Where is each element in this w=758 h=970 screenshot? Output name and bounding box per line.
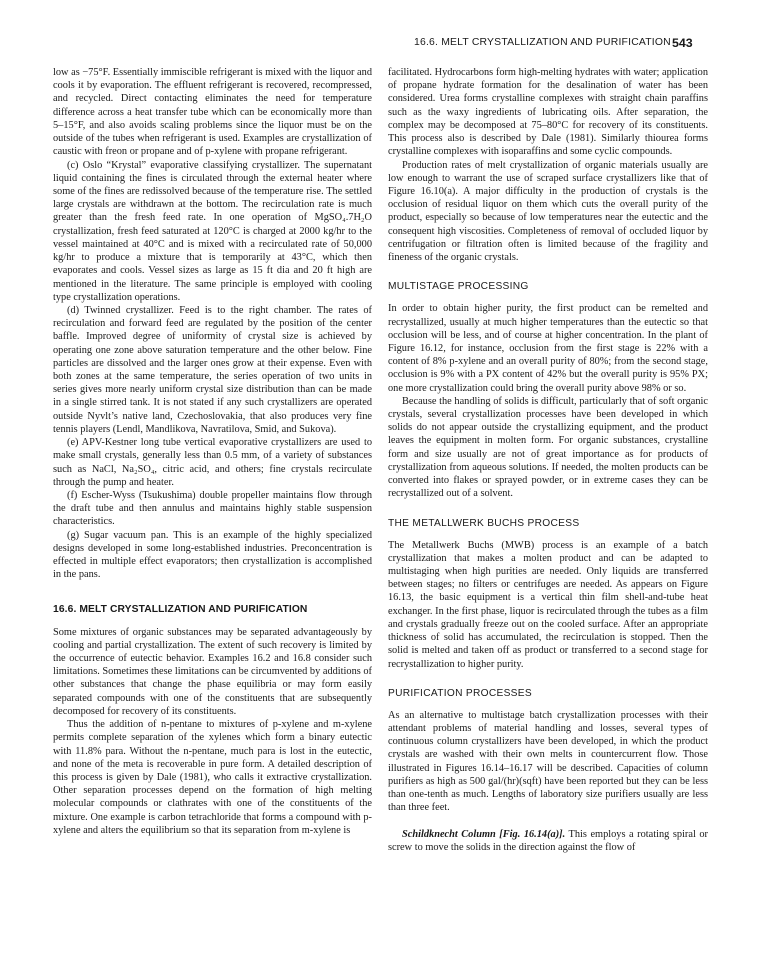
- paragraph: Because the handling of solids is difficult, particularly that of soft organic crystals, several crystallization processes have been developed in which solids do not appear outside the crystallizing equipment, and the product leaves the equipment in molten form. For organic substances, crystalline form and size usually are not of great importance as for products of crystallization from aqueous solutions. If needed, the molten products can be converted into flakes or sprayed powder, or in extreme cases they can be recrystallized out of a solvent.: [388, 395, 708, 500]
- paragraph: The Metallwerk Buchs (MWB) process is an example of a batch crystallization that makes a molten product and can be adapted to multistaging when high purities are needed. Only liquids are transferred between stages; no filters or centrifuges are needed. As appears on Figure 16.13, the basic equipment is a vertical thin film shell-and-tube heat exchanger. In the first phase, liquor is recirculated through the tubes as a film and crystals gradually freeze out on the cooled surface. After an appropriate thickness of solid has accumulated, the recirculation is stopped. Then the solid is melted and taken off as product or transferred to a second stage for recrystallization to higher purity.: [388, 539, 708, 670]
- subsection-heading: MULTISTAGE PROCESSING: [388, 281, 529, 293]
- paragraph: (g) Sugar vacuum pan. This is an example of the highly specialized designs developed in some long-established industries. Preconcentration is effected in multiple effect evaporators; then crystallization is accomplished in the pans.: [53, 529, 372, 581]
- left-column: [53, 66, 372, 837]
- paragraph-text: This employs a rotating spiral or screw to move the solids in the direction against the flow of: [388, 828, 708, 853]
- subsection-heading: PURIFICATION PROCESSES: [388, 687, 532, 699]
- paragraph: low as −75°F. Essentially immiscible refrigerant is mixed with the liquor and cools it by evaporation. The effluent refrigerant is recovered, recompressed, and recycled. Direct contacting eliminates the need for temperature difference across a heat transfer tube which can be economically more than 5–15°F, and also avoids scaling problems since the liquor must be on the outside of the tubes when refrigerant is used. Examples are crystallization of caustic with freon or propane and of p-xylene with propane refrigerant.: [53, 67, 372, 158]
- right-column: [388, 66, 708, 854]
- running-title: 16.6. MELT CRYSTALLIZATION AND PURIFICATION: [414, 37, 671, 48]
- paragraph: (e) APV-Kestner long tube vertical evaporative crystallizers are used to make small crystals, generally less than 0.5 mm, of a variety of substances such as NaCl, Na₂SO₄, citric acid, and others; fine crystals recirculate through the pump and heater.: [53, 437, 372, 488]
- section-heading: 16.6. MELT CRYSTALLIZATION AND PURIFICATION: [53, 603, 308, 615]
- paragraph: Thus the addition of n-pentane to mixtures of p-xylene and m-xylene permits complete separation of the xylenes which form a binary eutectic with 11.8% para. Without the n-pentane, much para is lost in the eutectic, and none of the meta is recoverable in pure form. A detailed description of this process is given by Dale (1981), who calls it extractive crystallization. Other separation processes depend on the formation of high melting molecular compounds or clathrates with one of the constituents of the mixture. One example is carbon tetrachloride that forms a compound with p-xylene and alters the equilibrium so that its separation from m-xylene is: [53, 719, 372, 836]
- paragraph: Some mixtures of organic substances may be separated advantageously by cooling and partial crystallization. The extent of such recovery is limited by the occurrence of eutectic behavior. Examples 16.2 and 16.8 consider such limitations. Sometimes these limitations can be circumvented by additions of other substances that change the phase equilibria or may form easily separated compounds with one of the constituents that are subsequently decomposed for recovery of its constituents.: [53, 626, 372, 717]
- paragraph: (c) Oslo “Krystal” evaporative classifying crystallizer. The supernatant liquid containing the fines is circulated through the external heater where some of the fines are redissolved because of the temperature rise. The settled large crystals are withdrawn at the bottom. The recirculation rate is much greater than the fresh feed rate. In one operation of MgSO₄.7H₂O crystallization, fresh feed saturated at 120°C is charged at 2000 kg/hr to the vessel maintained at 40°C and is mixed with a recirculated rate of 50,000 kg/hr to produce a mixture that is temporarily at 43°C, which then evaporates and cools. Vessel sizes as large as 15 ft dia and 20 ft high are mentioned in the literature. The same principle is employed with cooling type crystallization operations.: [53, 159, 372, 303]
- paragraph: (d) Twinned crystallizer. Feed is to the right chamber. The rates of recirculation and forward feed are regulated by the position of the center baffle. Improved degree of uniformity of crystal size is achieved by operating one zone above saturation temperature and the other below. Fine particles are dissolved and the larger ones grow at their expense. Even with both zones at the same temperature, the series operation of two units in series gives more nearly uniform crystal size distribution than can be made in a single stirred tank. It is not stated if any such crystallizers are operated outside Nyvlt’s native land, Czechoslovakia, that also produces very fine tennis players (Lendl, Mandlikova, Navratilova, Smid, and Sukova).: [53, 304, 372, 435]
- paragraph: Production rates of melt crystallization of organic materials usually are low enough to warrant the use of scraped surface crystallizers like that of Figure 16.10(a). A major difficulty in the production of crystals is the occlusion of residual liquor on them which cuts the overall purity of the product, especially so because of low temperatures near the eutectic and the consequent high viscosities. Completeness of removal of occluded liquor by centrifugation or filtration often is limited because of the fragility and fineness of the organic crystals.: [388, 159, 708, 264]
- paragraph: facilitated. Hydrocarbons form high-melting hydrates with water; application of propane hydrate formation for the desalination of water has been considered. Urea forms crystalline complexes with straight chain paraffins such as the waxy ingredients of lubricating oils. After separation, the complex may be decomposed at 75–80°C for recovery of its constituents. This process also is described by Dale (1981). Similarly thiourea forms crystalline complexes with isoparaffins and some cyclic compounds.: [388, 67, 708, 158]
- paragraph: [388, 828, 708, 854]
- page-number: 543: [672, 36, 693, 50]
- run-in-title: Schildknecht Column [Fig. 16.14(a)].: [402, 828, 566, 840]
- paragraph: In order to obtain higher purity, the first product can be remelted and recrystallized, usually at much higher temperatures than the eutectic so that occlusion will be less, and of course at higher concentration. In the plant of Figure 16.12, for instance, occlusion from the first stage is 22% with a content of 8% p-xylene and an overall purity of 80%; from the second stage, occlusion is 9% with a PX content of 42% but the overall purity is 95% PX; one more crystallization could bring the overall purity above 98% or so.: [388, 303, 708, 394]
- subsection-heading: THE METALLWERK BUCHS PROCESS: [388, 517, 580, 529]
- paragraph: As an alternative to multistage batch crystallization processes with their attendant problems of material handling and losses, several types of continuous column crystallizers have been developed, in which the product crystals are washed with their own melts in countercurrent flow. Those illustrated in Figures 16.14–16.17 will be described. Capacities of column purifiers as high as 500 gal/(hr)(sqft) have been reported but they can be less than one-tenth as much. Lengths of laboratory size purifiers usually are less than three feet.: [388, 709, 708, 814]
- running-header: [0, 37, 758, 53]
- paragraph: (f) Escher-Wyss (Tsukushima) double propeller maintains flow through the draft tube and then annulus and maintains highly stable suspension characteristics.: [53, 490, 372, 528]
